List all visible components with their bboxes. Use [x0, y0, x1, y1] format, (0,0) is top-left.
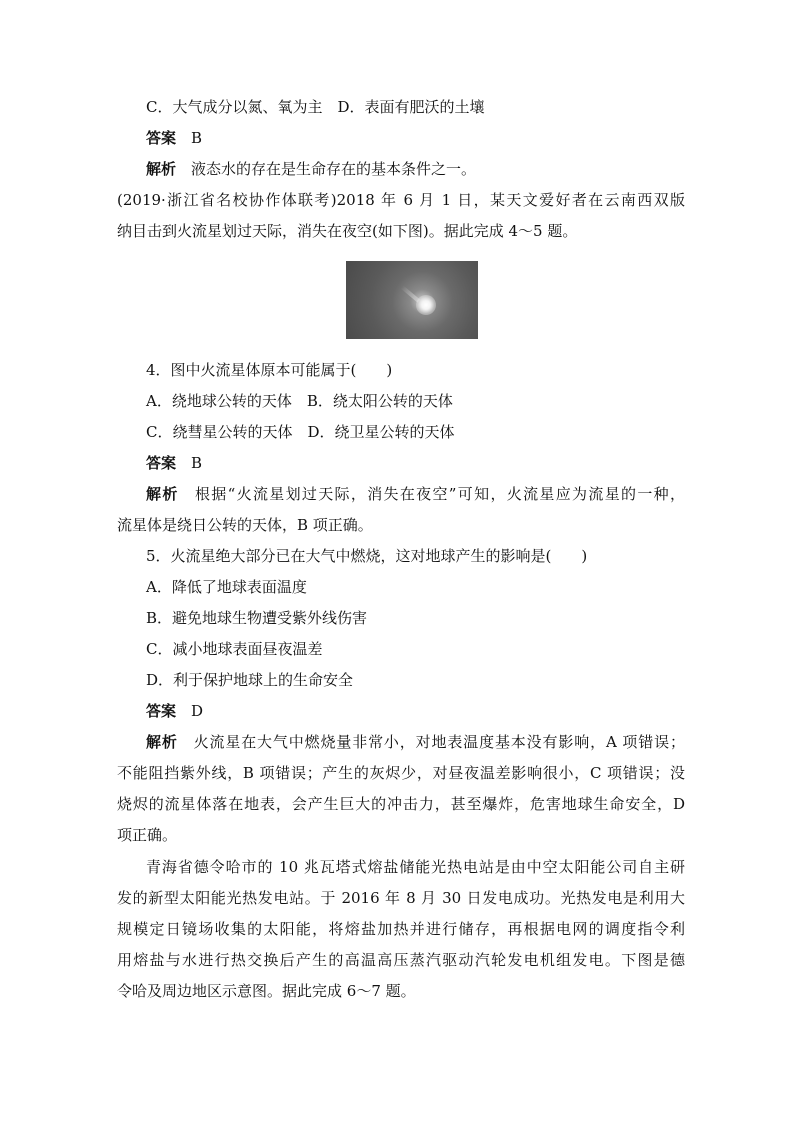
intro-paragraph-line: 用熔盐与水进行热交换后产生的高温高压蒸汽驱动汽轮发电机组发电。下图是德 [117, 951, 685, 969]
intro-paragraph-line: 纳目击到火流星划过天际，消失在夜空(如下图)。据此完成 4～5 题。 [117, 222, 578, 240]
explanation-text: 火流星在大气中燃烧量非常小，对地表温度基本没有影响，A 项错误； [193, 733, 685, 751]
intro-paragraph-line: 发的新型太阳能光热发电站。于 2016 年 8 月 30 日发电成功。光热发电是利用大 [117, 889, 685, 907]
answer-value: D [191, 702, 204, 720]
answer-value: B [191, 454, 203, 472]
question-4-options-ab: A．绕地球公转的天体 B．绕太阳公转的天体 [146, 392, 453, 410]
explanation-line [146, 732, 685, 752]
explanation-label: 解析 [146, 485, 179, 503]
explanation-line [146, 484, 685, 504]
question-5-option-b: B．避免地球生物遭受紫外线伤害 [146, 609, 368, 627]
explanation-text: 烧烬的流星体落在地表，会产生巨大的冲击力，甚至爆炸，危害地球生命安全，D [117, 795, 685, 813]
answer-line [146, 128, 714, 148]
answer-label: 答案 [146, 129, 177, 147]
answer-value: B [191, 129, 203, 147]
question-5-option-a: A．降低了地球表面温度 [146, 578, 307, 596]
explanation-text: 流星体是绕日公转的天体，B 项正确。 [117, 516, 373, 534]
intro-paragraph-line: 青海省德令哈市的 10 兆瓦塔式熔盐储能光热电站是由中空太阳能公司自主研 [146, 858, 685, 876]
intro-paragraph-line: (2019·浙江省名校协作体联考)2018 年 6 月 1 日，某天文爱好者在云南西双版 [117, 191, 685, 209]
question-5: 5．火流星绝大部分已在大气中燃烧，这对地球产生的影响是( ) [146, 547, 588, 565]
explanation-label: 解析 [146, 160, 177, 178]
question-5-option-d: D．利于保护地球上的生命安全 [146, 671, 354, 689]
fireball-photo [346, 261, 478, 339]
explanation-text: 根据“火流星划过天际，消失在夜空”可知，火流星应为流星的一种， [194, 485, 685, 503]
explanation-text: 不能阻挡紫外线，B 项错误；产生的灰烬少，对昼夜温差影响很小，C 项错误；没 [117, 764, 685, 782]
answer-label: 答案 [146, 454, 177, 472]
fireball-glow [416, 295, 436, 315]
explanation-text: 液态水的存在是生命存在的基本条件之一。 [191, 160, 477, 178]
question-5-option-c: C．减小地球表面昼夜温差 [146, 640, 323, 658]
explanation-text: 项正确。 [117, 826, 178, 844]
intro-paragraph-line: 令哈及周边地区示意图。据此完成 6～7 题。 [117, 982, 416, 1000]
intro-paragraph-line: 规模定日镜场收集的太阳能，将熔盐加热并进行储存，再根据电网的调度指令利 [117, 920, 685, 938]
option-cd: C．大气成分以氮、氧为主 D．表面有肥沃的土壤 [146, 98, 485, 116]
question-4: 4．图中火流星体原本可能属于( ) [146, 361, 393, 379]
explanation-label: 解析 [146, 733, 178, 751]
answer-line [146, 701, 714, 721]
answer-line [146, 453, 714, 473]
explanation-line [146, 159, 714, 179]
answer-label: 答案 [146, 702, 177, 720]
question-4-options-cd: C．绕彗星公转的天体 D．绕卫星公转的天体 [146, 423, 455, 441]
